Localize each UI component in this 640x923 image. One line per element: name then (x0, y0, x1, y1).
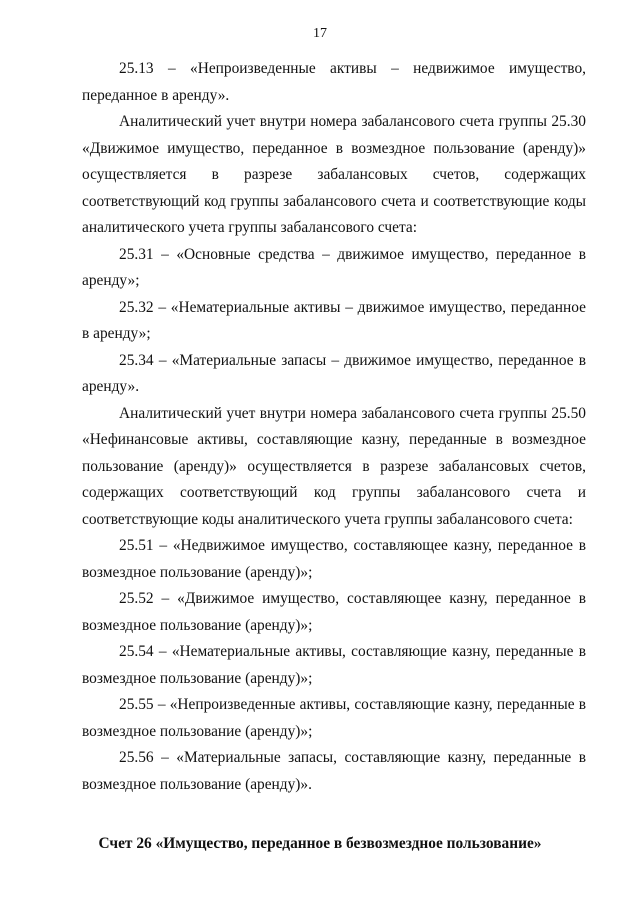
paragraph-25-13: 25.13 – «Непроизведенные активы – недвижимое имущество, переданное в аренду». (82, 60, 586, 104)
paragraph-group-25-30-intro: Аналитический учет внутри номера забалансового счета группы 25.30 «Движимое имущество, переданное в возмездное пользование (аренду)» осуществляется в разрезе забалансовых счетов, содержащих соответствующий код группы забалансового счета и соответствующие коды аналитического учета группы забалансового счета: (82, 113, 586, 236)
paragraph-25-32: 25.32 – «Нематериальные активы – движимое имущество, переданное в аренду»; (82, 298, 586, 342)
paragraph-25-51: 25.51 – «Недвижимое имущество, составляющее казну, переданное в возмездное пользование (аренду)»; (82, 537, 586, 581)
page-number: 17 (313, 26, 327, 41)
paragraph-25-54: 25.54 – «Нематериальные активы, составляющие казну, переданные в возмездное пользование (аренду)»; (82, 643, 586, 687)
section-heading: Счет 26 «Имущество, переданное в безвозмездное пользование» (98, 835, 542, 852)
paragraph-25-31: 25.31 – «Основные средства – движимое имущество, переданное в аренду»; (82, 245, 586, 289)
paragraph-25-56: 25.56 – «Материальные запасы, составляющие казну, переданные в возмездное пользование (аренду)». (82, 749, 586, 793)
paragraph-25-52: 25.52 – «Движимое имущество, составляющее казну, переданное в возмездное пользование (аренду)»; (82, 590, 586, 634)
paragraph-25-55: 25.55 – «Непроизведенные активы, составляющие казну, переданные в возмездное пользование (аренду)»; (82, 696, 586, 740)
paragraph-25-34: 25.34 – «Материальные запасы – движимое имущество, переданное в аренду». (82, 351, 586, 395)
paragraph-group-25-50-intro: Аналитический учет внутри номера забалансового счета группы 25.50 «Нефинансовые активы, составляющие казну, переданные в возмездное пользование (аренду)» осуществляется в разрезе забалансовых счетов, содержащих соответствующий код группы забалансового счета и соответствующие коды аналитического учета группы забалансового счета: (82, 404, 586, 528)
document-body (82, 56, 586, 798)
